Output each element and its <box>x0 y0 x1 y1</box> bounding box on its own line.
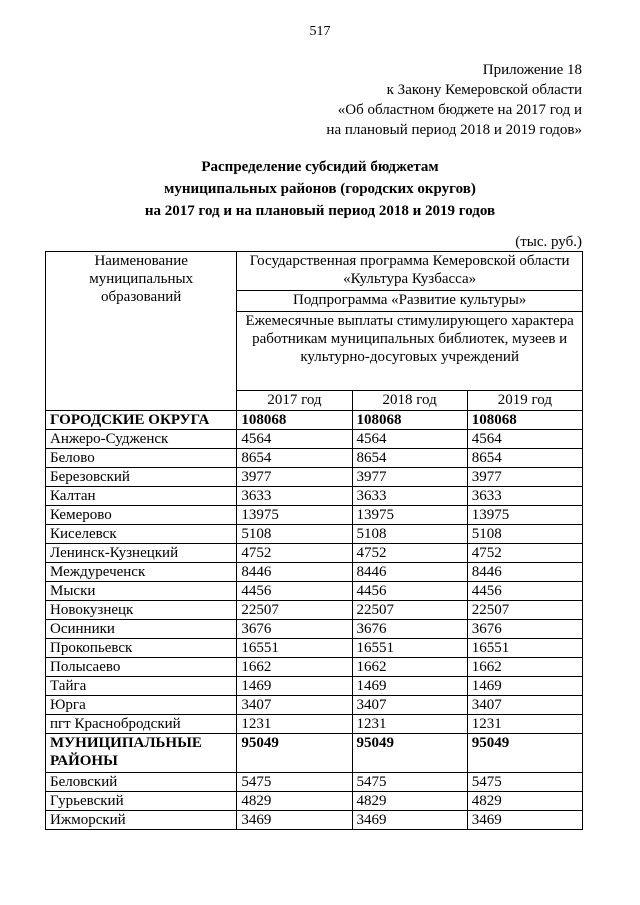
value-2018: 4752 <box>352 544 467 563</box>
value-2017: 3676 <box>237 620 352 639</box>
subsidy-table <box>45 251 583 830</box>
appendix-line: Приложение 18 <box>482 62 582 78</box>
value-2017: 4564 <box>237 430 352 449</box>
row-name: Полысаево <box>46 658 237 677</box>
value-2018: 8654 <box>352 449 467 468</box>
row-name: Беловский <box>46 773 237 792</box>
appendix-line: на плановый период 2018 и 2019 годов» <box>326 122 582 138</box>
appendix-line: к Закону Кемеровской области <box>386 82 582 98</box>
row-name: Ижморский <box>46 811 237 830</box>
value-2019: 3977 <box>467 468 582 487</box>
row-name: Мыски <box>46 582 237 601</box>
value-2018: 5108 <box>352 525 467 544</box>
value-2019: 4752 <box>467 544 582 563</box>
row-name: Белово <box>46 449 237 468</box>
value-2019: 3469 <box>467 811 582 830</box>
value-2017: 108068 <box>237 411 352 430</box>
header-payout: Ежемесячные выплаты стимулирующего характера работникам муниципальных библиотек, музеев и культурно-досуговых учреждений <box>237 312 583 391</box>
value-2017: 3633 <box>237 487 352 506</box>
row-name: Осинники <box>46 620 237 639</box>
value-2017: 4829 <box>237 792 352 811</box>
value-2018: 3469 <box>352 811 467 830</box>
appendix-line: «Об областном бюджете на 2017 год и <box>337 102 582 118</box>
value-2018: 95049 <box>352 734 467 773</box>
value-2017: 1469 <box>237 677 352 696</box>
value-2017: 4456 <box>237 582 352 601</box>
value-2019: 4564 <box>467 430 582 449</box>
value-2018: 13975 <box>352 506 467 525</box>
header-name-column: Наименование муниципальных образований <box>46 252 237 411</box>
value-2019: 1662 <box>467 658 582 677</box>
header-program: Государственная программа Кемеровской области «Культура Кузбасса» <box>237 252 583 291</box>
value-2019: 95049 <box>467 734 582 773</box>
value-2018: 4456 <box>352 582 467 601</box>
value-2018: 4829 <box>352 792 467 811</box>
units-label: (тыс. руб.) <box>515 234 582 250</box>
row-name: пгт Краснобродский <box>46 715 237 734</box>
value-2018: 3633 <box>352 487 467 506</box>
title-line: Распределение субсидий бюджетам <box>201 159 439 175</box>
value-2017: 5108 <box>237 525 352 544</box>
header-year: 2017 год <box>237 391 352 411</box>
value-2019: 5475 <box>467 773 582 792</box>
header-year: 2019 год <box>467 391 582 411</box>
value-2019: 8654 <box>467 449 582 468</box>
value-2018: 3676 <box>352 620 467 639</box>
row-name: МУНИЦИПАЛЬНЫЕ РАЙОНЫ <box>46 734 237 773</box>
value-2019: 5108 <box>467 525 582 544</box>
value-2019: 16551 <box>467 639 582 658</box>
row-name: ГОРОДСКИЕ ОКРУГА <box>46 411 237 430</box>
value-2019: 3633 <box>467 487 582 506</box>
title-line: на 2017 год и на плановый период 2018 и 2019 годов <box>144 203 496 219</box>
row-name: Гурьевский <box>46 792 237 811</box>
value-2018: 5475 <box>352 773 467 792</box>
value-2019: 4456 <box>467 582 582 601</box>
document-title <box>0 156 640 222</box>
row-name: Березовский <box>46 468 237 487</box>
value-2017: 8446 <box>237 563 352 582</box>
value-2019: 13975 <box>467 506 582 525</box>
value-2018: 1231 <box>352 715 467 734</box>
row-name: Прокопьевск <box>46 639 237 658</box>
title-line: муниципальных районов (городских округов) <box>164 181 476 197</box>
value-2018: 3407 <box>352 696 467 715</box>
value-2017: 3407 <box>237 696 352 715</box>
header-subprogram: Подпрограмма «Развитие культуры» <box>237 291 583 312</box>
value-2019: 3676 <box>467 620 582 639</box>
value-2017: 1662 <box>237 658 352 677</box>
value-2018: 16551 <box>352 639 467 658</box>
value-2017: 3469 <box>237 811 352 830</box>
value-2019: 1469 <box>467 677 582 696</box>
value-2018: 3977 <box>352 468 467 487</box>
value-2019: 8446 <box>467 563 582 582</box>
row-name: Юрга <box>46 696 237 715</box>
value-2018: 4564 <box>352 430 467 449</box>
row-name: Новокузнецк <box>46 601 237 620</box>
value-2019: 4829 <box>467 792 582 811</box>
row-name: Ленинск-Кузнецкий <box>46 544 237 563</box>
value-2017: 22507 <box>237 601 352 620</box>
header-year: 2018 год <box>352 391 467 411</box>
value-2017: 4752 <box>237 544 352 563</box>
value-2017: 13975 <box>237 506 352 525</box>
value-2019: 1231 <box>467 715 582 734</box>
value-2018: 108068 <box>352 411 467 430</box>
value-2018: 1469 <box>352 677 467 696</box>
value-2019: 3407 <box>467 696 582 715</box>
value-2017: 8654 <box>237 449 352 468</box>
row-name: Анжеро-Судженск <box>46 430 237 449</box>
page-number: 517 <box>309 24 331 39</box>
value-2017: 16551 <box>237 639 352 658</box>
row-name: Тайга <box>46 677 237 696</box>
row-name: Кемерово <box>46 506 237 525</box>
value-2017: 3977 <box>237 468 352 487</box>
row-name: Междуреченск <box>46 563 237 582</box>
value-2018: 22507 <box>352 601 467 620</box>
value-2018: 1662 <box>352 658 467 677</box>
row-name: Киселевск <box>46 525 237 544</box>
value-2017: 5475 <box>237 773 352 792</box>
value-2017: 95049 <box>237 734 352 773</box>
row-name: Калтан <box>46 487 237 506</box>
value-2019: 108068 <box>467 411 582 430</box>
appendix-note <box>326 60 582 140</box>
value-2017: 1231 <box>237 715 352 734</box>
value-2018: 8446 <box>352 563 467 582</box>
value-2019: 22507 <box>467 601 582 620</box>
